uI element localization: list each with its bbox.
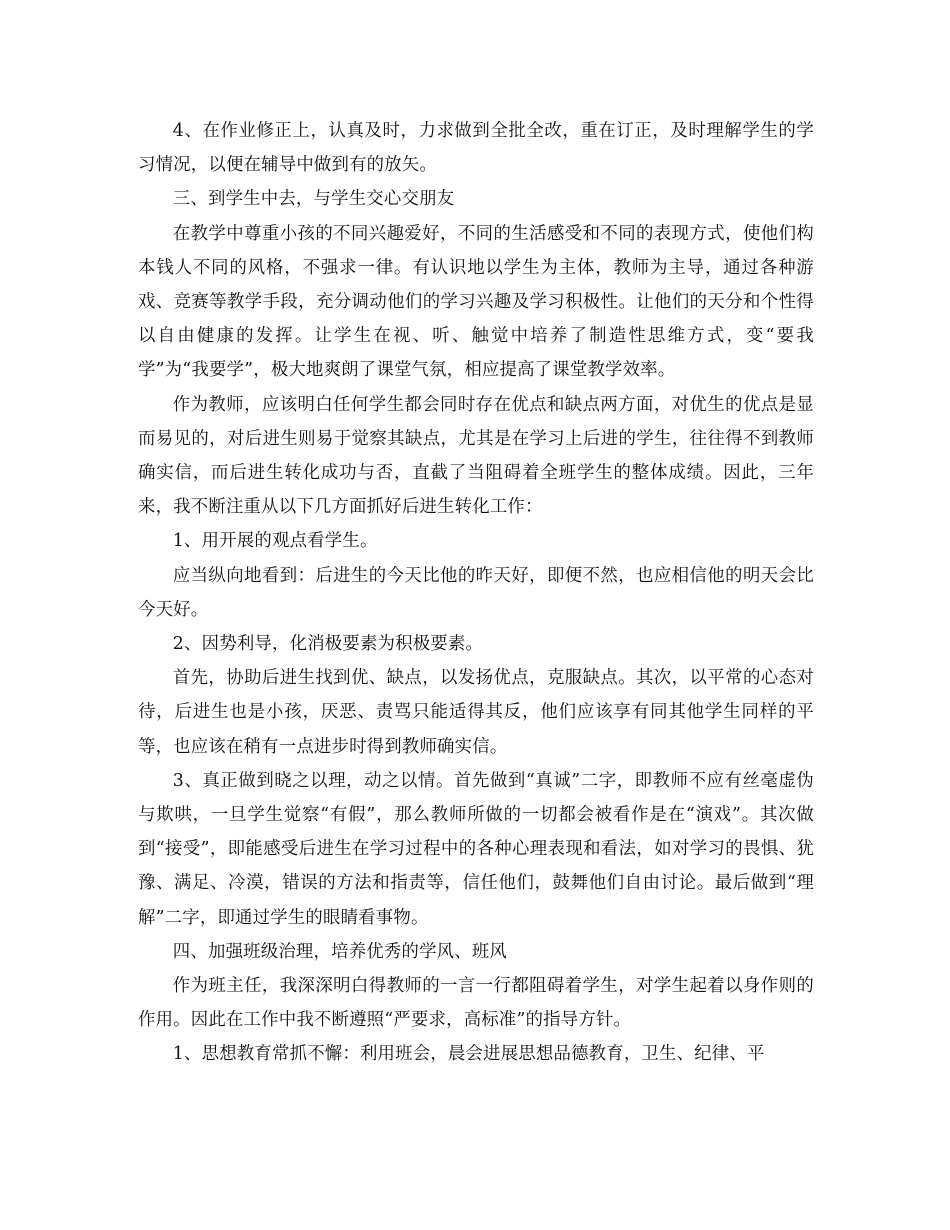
list-item-1-development-view: 1、用开展的观点看学生。: [172, 531, 378, 552]
document-body: [138, 114, 814, 1072]
paragraph-find-strengths: 首先，协助后进生找到优、缺点，以发扬优点，克服缺点。其次，以平常的心态对待，后进生也是小孩，厌恶、责骂只能适得其反，他们应该享有同其他学生同样的平等，也应该在稍有一点进步时得到教师确实信。: [138, 668, 814, 757]
paragraph-homework-correction: 4、在作业修正上，认真及时，力求做到全批全改，重在订正，及时理解学生的学习情况，以便在辅导中做到有的放矢。: [138, 121, 814, 176]
heading-section-four: 四、加强班级治理，培养优秀的学风、班风: [172, 941, 508, 962]
list-item-2-guidance: 2、因势利导，化消极要素为积极要素。: [172, 634, 484, 655]
heading-section-three: 三、到学生中去，与学生交心交朋友: [172, 189, 455, 210]
paragraph-class-teacher: 作为班主任，我深深明白得教师的一言一行都阻碍着学生，对学生起着以身作则的作用。因此在工作中我不断遵照“严要求，高标准”的指导方针。: [138, 976, 814, 1031]
list-item-3-reason-emotion: 3、真正做到晓之以理，动之以情。首先做到“真诚”二字，即教师不应有丝毫虚伪与欺哄，一旦学生觉察“有假”，那么教师所做的一切都会被看作是在“演戏”。其次做到“接受”，即能感受后进生在学习过程中的各种心理表现和看法，如对学习的畏惧、犹豫、满足、冷漠，错误的方法和指责等，信任他们，鼓舞他们自由讨论。最后做到“理解”二字，即通过学生的眼睛看事物。: [138, 770, 814, 928]
paragraph-struggling-students: 作为教师，应该明白任何学生都会同时存在优点和缺点两方面，对优生的优点是显而易见的，对后进生则易于觉察其缺点，尤其是在学习上后进的学生，往往得不到教师确实信，而后进生转化成功与否，直截了当阻碍着全班学生的整体成绩。因此，三年来，我不断注重从以下几方面抓好后进生转化工作：: [138, 394, 814, 518]
paragraph-longitudinal-view: 应当纵向地看到：后进生的今天比他的昨天好，即便不然，也应相信他的明天会比今天好。: [138, 565, 814, 620]
paragraph-respect-interests: 在教学中尊重小孩的不同兴趣爱好，不同的生活感受和不同的表现方式，使他们构本钱人不同的风格，不强求一律。有认识地以学生为主体，教师为主导，通过各种游戏、竞赛等教学手段，充分调动他们的学习兴趣及学习积极性。让他们的天分和个性得以自由健康的发挥。让学生在视、听、触觉中培养了制造性思维方式，变“要我学”为“我要学”，极大地爽朗了课堂气氛，相应提高了课堂教学效率。: [138, 223, 814, 381]
list-item-1-ideological-education: 1、思想教育常抓不懈：利用班会，晨会进展思想品德教育，卫生、纪律、平: [172, 1044, 765, 1065]
